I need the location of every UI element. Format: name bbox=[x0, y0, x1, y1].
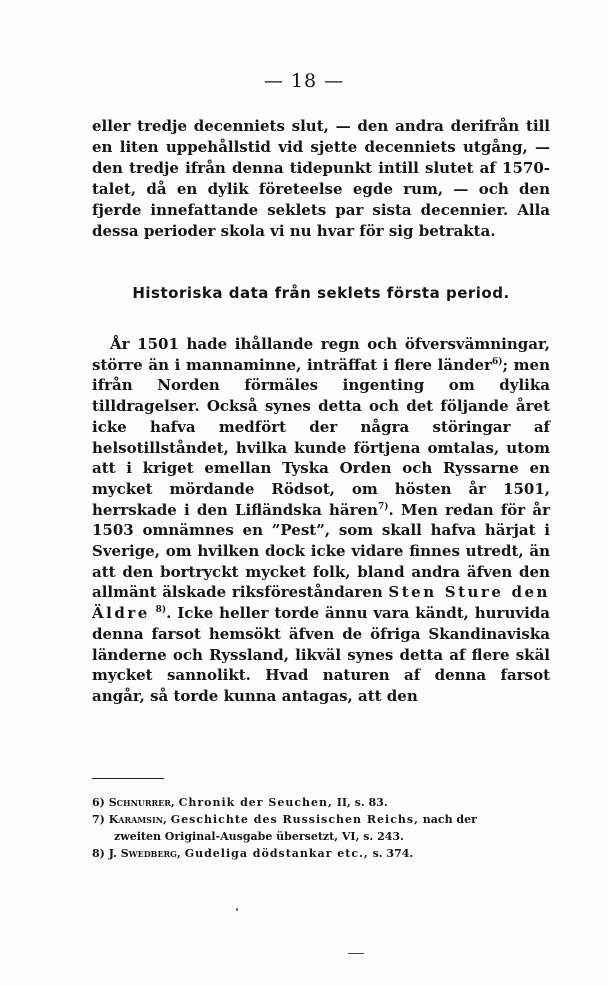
footnote-ref: s. 374. bbox=[372, 847, 414, 860]
footnote-6 bbox=[92, 794, 550, 811]
footnote-title: Gudeliga dödstankar etc., bbox=[184, 847, 369, 860]
footnote-number: 7) bbox=[92, 813, 105, 826]
person-name: Sten Sture den Äldre bbox=[92, 583, 550, 623]
footnote-title: Geschichte des Russischen Reichs, bbox=[170, 813, 419, 826]
footnote-ref: II, s. 83. bbox=[336, 796, 388, 809]
footnote-ref-8: 8) bbox=[155, 605, 167, 616]
paragraph-text-3: . Men redan för år 1503 omnämnes en ”Pest”, som skall hafva härjat i Sverige, om hvilken dock icke vidare finnes utredt, än att den bortryckt mycket folk, bland andra äfven den allmänt älskade riksföreståndaren bbox=[92, 500, 550, 602]
footnote-author: Schnurrer, bbox=[108, 796, 175, 809]
bottom-mark bbox=[348, 953, 364, 954]
footnote-number: 6) bbox=[92, 796, 105, 809]
section-heading: Historiska data från seklets första period. bbox=[132, 284, 510, 302]
footnotes bbox=[92, 794, 550, 862]
ink-speck bbox=[236, 908, 238, 911]
paragraph-main bbox=[92, 334, 550, 707]
footnote-7 bbox=[92, 811, 550, 828]
footnote-number: 8) bbox=[92, 847, 105, 860]
footnote-title: Chronik der Seuchen, bbox=[178, 796, 333, 809]
footnote-divider bbox=[92, 778, 164, 779]
paragraph-text-1: År 1501 hade ihållande regn och öfversvämningar, större än i mannaminne, inträffat i flere länder bbox=[92, 335, 550, 374]
footnote-ref: nach der bbox=[422, 813, 477, 826]
footnote-author: J. Swedberg, bbox=[108, 847, 181, 860]
paragraph-continued: eller tredje decenniets slut, — den andra derifrån till en liten uppehållstid vid sjette decenniets utgång, — den tredje ifrån denna tidepunkt intill slutet af 1570-talet, då en dylik företeelse egde rum, — och den fjerde innefattande seklets par sista decennier. Alla dessa perioder skola vi nu hvar för sig betrakta. bbox=[92, 117, 550, 240]
footnote-ref-7: 7) bbox=[377, 501, 389, 512]
footnote-ref-6: 6) bbox=[491, 356, 503, 367]
paragraph-text-4: . Icke heller torde ännu vara kändt, huruvida denna farsot hemsökt äfven de öfriga Skandinaviska länderne och Ryssland, likväl synes detta af flere skäl mycket sannolikt. Hvad naturen af denna farsot angår, så torde kunna antagas, att den bbox=[92, 604, 550, 705]
footnote-author: Karamsin, bbox=[108, 813, 167, 826]
footnote-7-continued: zweiten Original-Ausgabe übersetzt, VI, s. 243. bbox=[114, 830, 404, 843]
footnote-8 bbox=[92, 845, 550, 862]
page-number: — 18 — bbox=[263, 70, 345, 92]
paragraph-text-2: ; men ifrån Norden förmäles ingenting om dylika tilldragelser. Också synes detta och det följande året icke hafva medfört der några störingar af helsotillståndet, hvilka kunde förtjena omtalas, utom att i kriget emellan Tyska Orden och Ryssarne en mycket mördande Rödsot, om hösten år 1501, herrskade i den Lifländska hären bbox=[92, 355, 550, 519]
